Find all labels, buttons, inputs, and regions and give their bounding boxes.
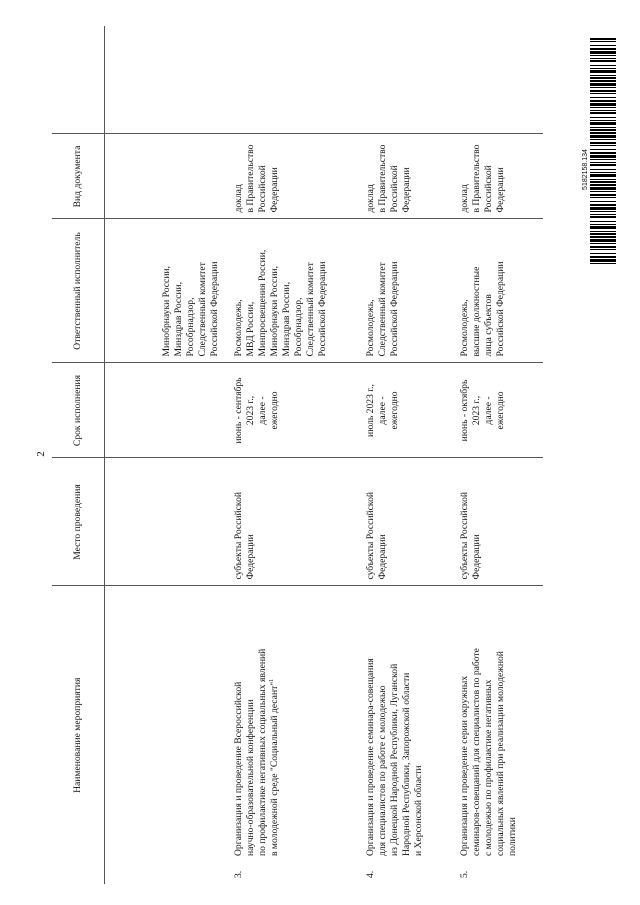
doc-cell: доклад в Правительство Российской Федерации: [357, 134, 451, 219]
row-number: 3.: [233, 870, 244, 878]
barcode-icon: [590, 38, 616, 264]
doc-cell: доклад в Правительство Российской Федерации: [451, 134, 543, 219]
barcode-bar: [590, 65, 616, 66]
executor-cell: Росмолодежь, Следственный комитет Российской Федерации: [357, 219, 451, 363]
barcode-bar: [590, 243, 616, 244]
barcode-bar: [590, 51, 616, 54]
barcode-bar: [590, 83, 616, 86]
barcode-bar: [590, 55, 616, 56]
barcode-bar: [590, 58, 616, 59]
barcode-bar: [590, 70, 616, 73]
barcode-bar: [590, 159, 616, 160]
barcode-bar: [590, 155, 616, 158]
barcode-bar: [590, 256, 616, 258]
header-executor: Ответственный исполнитель: [52, 219, 105, 363]
barcode-bar: [590, 216, 616, 218]
row-number: 5.: [459, 870, 470, 878]
barcode-bar: [590, 224, 616, 225]
barcode-bar: [590, 117, 616, 118]
barcode-bar: [590, 152, 616, 154]
barcode-bar: [590, 145, 616, 146]
barcode-bar: [590, 191, 616, 192]
barcode-bar: [590, 120, 616, 121]
barcode-bar: [590, 100, 616, 102]
barcode-bar: [590, 87, 616, 88]
barcode-bar: [590, 38, 616, 40]
barcode-bar: [590, 169, 616, 170]
barcode-bar: [590, 41, 616, 42]
barcode-bar: [590, 194, 616, 196]
footnote-mark: 1: [268, 678, 275, 682]
barcode-bar: [590, 75, 616, 76]
header-term: Срок исполнения: [52, 363, 105, 458]
barcode-bar: [590, 201, 616, 202]
barcode-bar: [590, 231, 616, 232]
barcode-bar: [590, 80, 616, 82]
barcode-bar: [590, 259, 616, 262]
page-number: 2: [34, 451, 47, 457]
header-place: Место проведения: [52, 458, 105, 586]
barcode-bar: [590, 112, 616, 114]
barcode-bar: [590, 97, 616, 98]
barcode-bar: [590, 149, 616, 150]
measures-table: [52, 26, 543, 884]
place-cell: субъекты Российской Федерации: [225, 458, 357, 586]
barcode-bar: [590, 60, 616, 62]
barcode-bar: [590, 249, 616, 250]
barcode-bar: [590, 187, 616, 190]
barcode-bar: [590, 197, 616, 198]
barcode-bar: [590, 93, 616, 94]
event-name-cell: 5. Организация и проведение серии окружных семинаров-совещаний для специалистов по работе с молодежью по профилактике негативных социальных явлений при реализации молодежной политики: [451, 586, 543, 884]
place-cell: субъекты Российской Федерации: [357, 458, 451, 586]
barcode-bar: [590, 246, 616, 248]
table-row: [451, 26, 543, 884]
barcode-bar: [590, 214, 616, 215]
table-row: [225, 26, 357, 884]
barcode-bar: [590, 253, 616, 254]
table-row-carryover: [105, 26, 226, 884]
barcode-bar: [590, 48, 616, 50]
term-cell: июнь - октябрь 2023 г., далее - ежегодно: [451, 363, 543, 458]
barcode-bar: [590, 135, 616, 138]
barcode-bar: [590, 142, 616, 144]
barcode-bar: [590, 129, 616, 131]
barcode-bar: [590, 122, 616, 125]
barcode-bar: [590, 179, 616, 180]
barcode-bar: [590, 263, 616, 264]
barcode-number: 5182158.134: [581, 149, 589, 190]
barcode-bar: [590, 233, 616, 235]
event-name-cell: 3. Организация и проведение Всероссийской научно-образовательной конференции по профилактике негативных социальных явлений в молодежной среде "Социальный десант"$^1$: [225, 586, 357, 884]
barcode-bar: [590, 77, 616, 79]
header-blank: [52, 26, 105, 134]
term-cell: июль 2023 г., далее - ежегодно: [357, 363, 451, 458]
barcode-bar: [590, 132, 616, 134]
barcode-bar: [590, 239, 616, 242]
barcode-bar: [590, 204, 616, 206]
barcode-bar: [590, 68, 616, 69]
barcode-bar: [590, 184, 616, 186]
barcode-bar: [590, 139, 616, 140]
barcode-bar: [590, 207, 616, 210]
barcode-bar: [590, 211, 616, 212]
barcode-bar: [590, 90, 616, 92]
carryover-executor: Минобрнауки России, Минздрав России, Рособрнадзор, Следственный комитет Российской Федерации: [105, 219, 226, 363]
barcode-bar: [590, 107, 616, 108]
term-cell: июнь - сентябрь 2023 г., далее - ежегодно: [225, 363, 357, 458]
barcode-bar: [590, 103, 616, 106]
barcode-bar: [590, 164, 616, 166]
barcode-bar: [590, 172, 616, 173]
barcode-bar: [590, 181, 616, 183]
table-header-row: [52, 26, 105, 884]
doc-cell: доклад в Правительство Российской Федерации: [225, 134, 357, 219]
measures-table-rotated: [52, 26, 518, 884]
executor-cell: Росмолодежь, высшие должностные лица субъектов Российской Федерации: [451, 219, 543, 363]
barcode-bar: [590, 221, 616, 222]
barcode-bar: [590, 226, 616, 229]
barcode-bar: [590, 162, 616, 163]
barcode-bar: [590, 127, 616, 128]
barcode-bar: [590, 45, 616, 46]
table-row: [357, 26, 451, 884]
header-doc: Вид документа: [52, 134, 105, 219]
place-cell: субъекты Российской Федерации: [451, 458, 543, 586]
barcode-bar: [590, 110, 616, 111]
barcode-bar: [590, 236, 616, 238]
header-name: Наименование мероприятия: [52, 586, 105, 884]
executor-cell: Росмолодежь, МВД России, Минпросвещения России, Минобрнауки России, Минздрав России, Рособрнадзор, Следственный комитет Российской Федерации: [225, 219, 357, 363]
row-number: 4.: [365, 870, 376, 878]
event-name-cell: 4. Организация и проведение семинара-совещания для специалистов по работе с молодежью из Донецкой Народной Республики, Луганской Народной Республики, Запорожской области и Херсонской области: [357, 586, 451, 884]
barcode-bar: [590, 174, 616, 177]
